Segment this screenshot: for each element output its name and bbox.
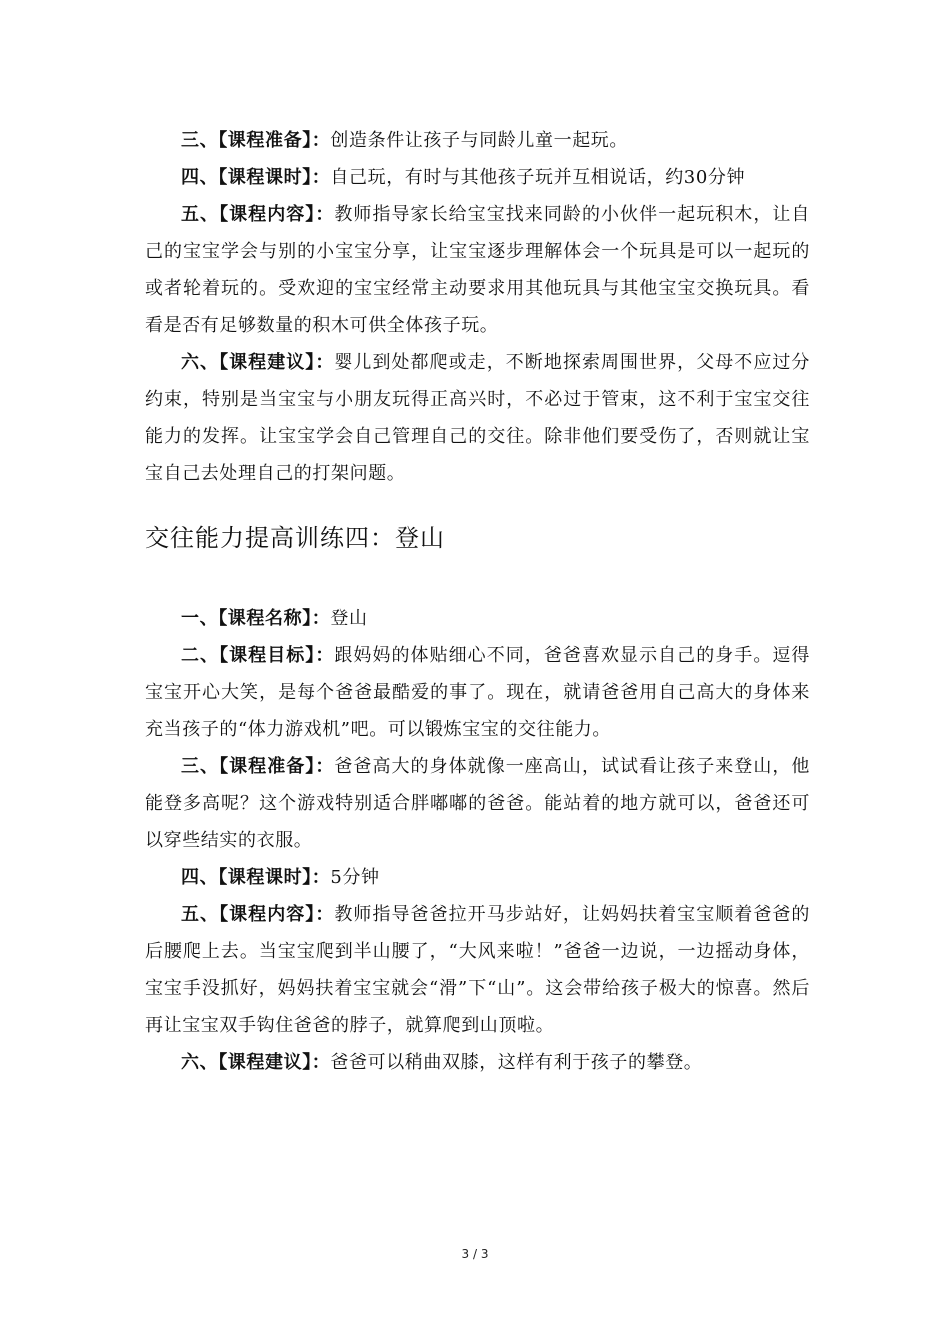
paragraph-prev-advice	[145, 344, 810, 492]
paragraph-prev-duration	[145, 159, 810, 196]
paragraph-label: 一、【课程名称】：	[181, 608, 331, 629]
paragraph-course-content	[145, 896, 810, 1044]
paragraph-label: 四、【课程课时】：	[181, 167, 331, 188]
paragraph-prev-content	[145, 196, 810, 344]
paragraph-label: 二、【课程目标】：	[181, 645, 335, 666]
section-heading: 交往能力提高训练四：登山	[145, 524, 445, 552]
paragraph-text: 自己玩，有时与其他孩子玩并互相说话，约30分钟	[330, 167, 746, 188]
paragraph-text: 登山	[330, 608, 368, 629]
paragraph-label: 五、【课程内容】：	[181, 204, 335, 225]
paragraph-text: 教师指导家长给宝宝找来同龄的小伙伴一起玩积木，让自己的宝宝学会与别的小宝宝分享，让宝宝逐步理解体会一个玩具是可以一起玩的或者轮着玩的。受欢迎的宝宝经常主动要求用其他玩具与其他宝宝交换玩具。看看是否有足够数量的积木可供全体孩子玩。	[145, 204, 811, 336]
paragraph-label: 五、【课程内容】：	[181, 904, 335, 925]
paragraph-label: 三、【课程准备】：	[181, 756, 335, 777]
paragraph-text: 爸爸可以稍曲双膝，这样有利于孩子的攀登。	[330, 1052, 703, 1073]
paragraph-text: 跟妈妈的体贴细心不同，爸爸喜欢显示自己的身手。逗得宝宝开心大笑，是每个爸爸最酷爱的事了。现在，就请爸爸用自己高大的身体来充当孩子的“体力游戏机”吧。可以锻炼宝宝的交往能力。	[145, 645, 811, 740]
paragraph-label: 六、【课程建议】：	[181, 1052, 331, 1073]
paragraph-course-duration	[145, 859, 810, 896]
paragraph-text: 教师指导爸爸拉开马步站好，让妈妈扶着宝宝顺着爸爸的后腰爬上去。当宝宝爬到半山腰了，“大风来啦！”爸爸一边说，一边摇动身体，宝宝手没抓好，妈妈扶着宝宝就会“滑”下“山”。这会带给孩子极大的惊喜。然后再让宝宝双手钩住爸爸的脖子，就算爬到山顶啦。	[145, 904, 811, 1036]
paragraph-label: 三、【课程准备】：	[181, 130, 331, 151]
paragraph-text: 婴儿到处都爬或走，不断地探索周围世界，父母不应过分约束，特别是当宝宝与小朋友玩得正高兴时，不必过于管束，这不利于宝宝交往能力的发挥。让宝宝学会自己管理自己的交往。除非他们要受伤了，否则就让宝宝自己去处理自己的打架问题。	[145, 352, 811, 484]
paragraph-text: 创造条件让孩子与同龄儿童一起玩。	[330, 130, 629, 151]
paragraph-prev-preparation	[145, 122, 810, 159]
paragraph-course-preparation	[145, 748, 810, 859]
paragraph-course-advice	[145, 1044, 810, 1081]
paragraph-course-name	[145, 600, 810, 637]
paragraph-label: 四、【课程课时】：	[181, 867, 331, 888]
page-number: 3 / 3	[461, 1247, 489, 1261]
paragraph-course-goal	[145, 637, 810, 748]
paragraph-text: 5分钟	[330, 867, 380, 888]
paragraph-label: 六、【课程建议】：	[181, 352, 335, 373]
paragraph-text: 爸爸高大的身体就像一座高山，试试看让孩子来登山，他能登多高呢？这个游戏特别适合胖嘟嘟的爸爸。能站着的地方就可以，爸爸还可以穿些结实的衣服。	[145, 756, 811, 851]
